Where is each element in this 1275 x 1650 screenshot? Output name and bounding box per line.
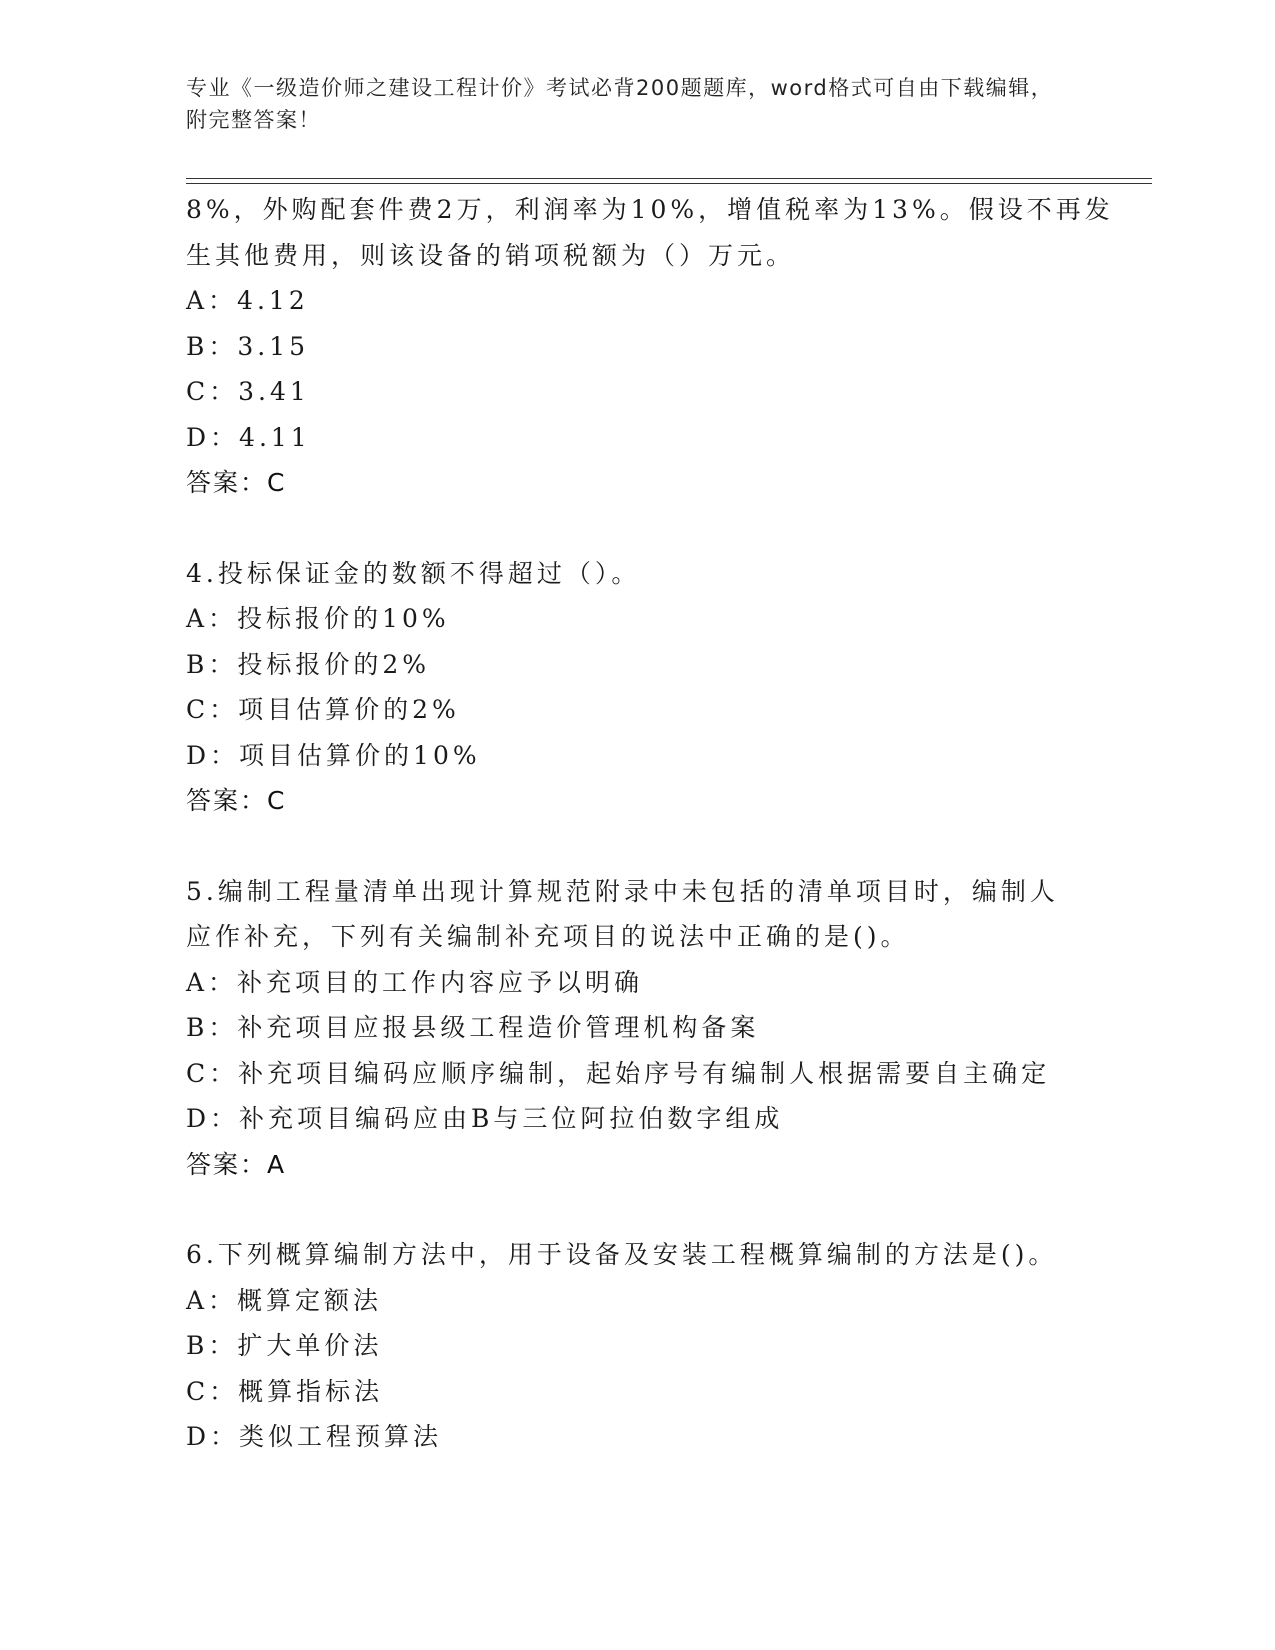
stem-line: 4.投标保证金的数额不得超过（）。 [186, 558, 641, 588]
option-b: B：投标报价的2% [186, 649, 431, 679]
answer: 答案：C [186, 786, 287, 815]
option-b: B：3.15 [186, 331, 310, 361]
option-c: C：项目估算价的2% [186, 695, 460, 724]
stem-line: 5.编制工程量清单出现计算规范附录中未包括的清单项目时，编制人 [186, 876, 1059, 906]
stem-line: 6.下列概算编制方法中，用于设备及安装工程概算编制的方法是()。 [186, 1240, 1058, 1269]
question-list [186, 187, 1114, 1460]
header-divider-bottom [186, 183, 1152, 184]
option-a: A：4.12 [186, 286, 309, 315]
option-b: B：扩大单价法 [186, 1331, 383, 1360]
spacer [186, 1187, 1086, 1232]
option-c: C：概算指标法 [186, 1376, 384, 1406]
answer: 答案：C [186, 468, 287, 497]
spacer [186, 506, 1086, 551]
spacer [186, 824, 1086, 869]
question-stem [186, 869, 1086, 960]
question-5 [186, 869, 1086, 1188]
option-a: A：概算定额法 [186, 1285, 383, 1315]
answer: 答案：A [186, 1149, 287, 1179]
question-stem [186, 551, 1086, 597]
question-stem [186, 1232, 1086, 1278]
option-d: D：补充项目编码应由B与三位阿拉伯数字组成 [186, 1104, 784, 1133]
option-b: B：补充项目应报县级工程造价管理机构备案 [186, 1013, 760, 1042]
option-c: C：补充项目编码应顺序编制，起始序号有编制人根据需要自主确定 [186, 1058, 1051, 1088]
header-divider-top [186, 178, 1152, 179]
stem-line: 8%，外购配套件费2万，利润率为10%，增值税率为13%。假设不再发 [186, 195, 1114, 224]
question-4 [186, 551, 1086, 824]
question-3 [186, 187, 1114, 506]
option-d: D：类似工程预算法 [186, 1422, 443, 1451]
option-d: D：4.11 [186, 422, 311, 452]
document-header: 专业《一级造价师之建设工程计价》考试必背200题题库，word格式可自由下载编辑，附完整答案！ [186, 76, 1054, 132]
option-d: D：项目估算价的10% [186, 740, 481, 770]
stem-line: 生其他费用，则该设备的销项税额为（）万元。 [186, 240, 796, 270]
question-stem [186, 187, 1114, 278]
stem-line: 应作补充，下列有关编制补充项目的说法中正确的是()。 [186, 922, 910, 951]
option-a: A：投标报价的10% [186, 604, 450, 633]
question-6 [186, 1232, 1086, 1460]
option-c: C：3.41 [186, 377, 310, 406]
option-a: A：补充项目的工作内容应予以明确 [186, 967, 644, 997]
